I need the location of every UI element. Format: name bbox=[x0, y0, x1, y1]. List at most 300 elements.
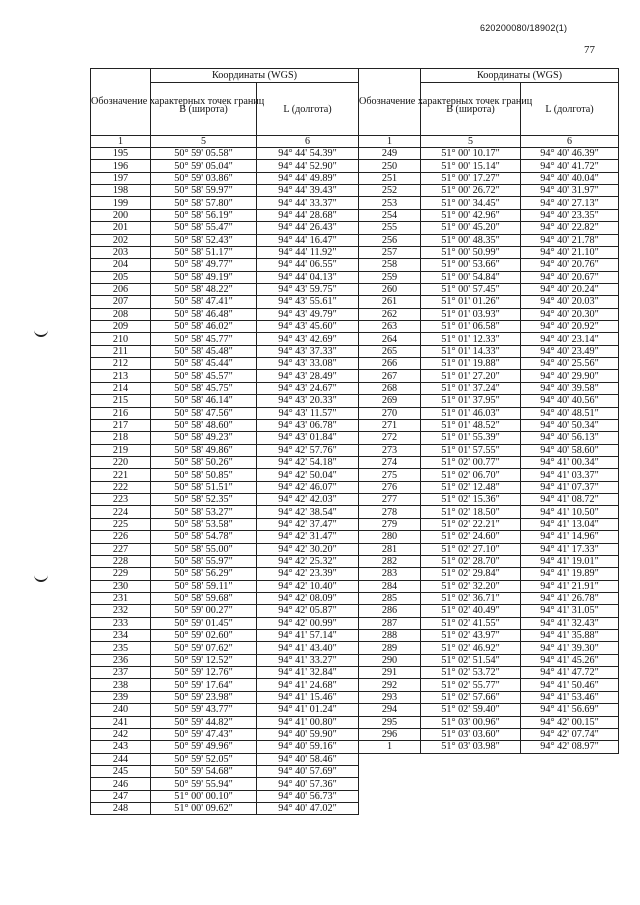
latitude-cell: 50° 58' 59.68" bbox=[151, 592, 257, 604]
longitude-cell: 94° 44' 39.43" bbox=[257, 185, 359, 197]
latitude-cell: 51° 02' 15.36" bbox=[421, 494, 521, 506]
table-row bbox=[359, 419, 619, 431]
point-id-cell: 237 bbox=[91, 667, 151, 679]
longitude-cell: 94° 44' 49.89" bbox=[257, 172, 359, 184]
longitude-cell: 94° 40' 47.02" bbox=[257, 803, 359, 815]
table-row bbox=[91, 728, 359, 740]
point-id-cell: 258 bbox=[359, 259, 421, 271]
latitude-cell: 51° 02' 43.97" bbox=[421, 630, 521, 642]
table-row bbox=[91, 185, 359, 197]
header-longitude: L (долгота) bbox=[257, 83, 359, 136]
point-id-cell: 241 bbox=[91, 716, 151, 728]
table-row bbox=[359, 506, 619, 518]
table-row bbox=[359, 160, 619, 172]
latitude-cell: 50° 59' 05.04" bbox=[151, 160, 257, 172]
longitude-cell: 94° 40' 40.56" bbox=[521, 395, 619, 407]
point-id-cell: 289 bbox=[359, 642, 421, 654]
table-row bbox=[91, 432, 359, 444]
table-row bbox=[91, 246, 359, 258]
table-row bbox=[91, 469, 359, 481]
table-row bbox=[91, 667, 359, 679]
point-id-cell: 224 bbox=[91, 506, 151, 518]
longitude-cell: 94° 44' 11.92" bbox=[257, 246, 359, 258]
latitude-cell: 51° 02' 55.77" bbox=[421, 679, 521, 691]
latitude-cell: 50° 58' 56.19" bbox=[151, 209, 257, 221]
table-row bbox=[359, 679, 619, 691]
point-id-cell: 251 bbox=[359, 172, 421, 184]
latitude-cell: 51° 01' 19.88" bbox=[421, 358, 521, 370]
longitude-cell: 94° 41' 19.89" bbox=[521, 568, 619, 580]
longitude-cell: 94° 41' 56.69" bbox=[521, 704, 619, 716]
latitude-cell: 51° 00' 34.45" bbox=[421, 197, 521, 209]
table-row bbox=[91, 803, 359, 815]
point-id-cell: 222 bbox=[91, 481, 151, 493]
margin-mark bbox=[34, 572, 48, 582]
longitude-cell: 94° 40' 40.04" bbox=[521, 172, 619, 184]
point-id-cell: 228 bbox=[91, 555, 151, 567]
longitude-cell: 94° 42' 00.15" bbox=[521, 716, 619, 728]
header-coordinates: Координаты (WGS) bbox=[151, 69, 359, 83]
longitude-cell: 94° 41' 35.88" bbox=[521, 630, 619, 642]
coordinates-table-right bbox=[358, 68, 619, 754]
table-row bbox=[91, 555, 359, 567]
column-number: 5 bbox=[421, 136, 521, 148]
header-latitude: B (широта) bbox=[151, 83, 257, 136]
longitude-cell: 94° 41' 32.43" bbox=[521, 617, 619, 629]
point-id-cell: 216 bbox=[91, 407, 151, 419]
latitude-cell: 51° 02' 29.84" bbox=[421, 568, 521, 580]
table-row bbox=[91, 345, 359, 357]
table-row bbox=[91, 296, 359, 308]
point-id-cell: 221 bbox=[91, 469, 151, 481]
table-row bbox=[91, 494, 359, 506]
latitude-cell: 50° 58' 48.22" bbox=[151, 283, 257, 295]
latitude-cell: 50° 58' 50.85" bbox=[151, 469, 257, 481]
longitude-cell: 94° 40' 56.73" bbox=[257, 790, 359, 802]
latitude-cell: 50° 58' 45.57" bbox=[151, 370, 257, 382]
table-row bbox=[359, 568, 619, 580]
point-id-cell: 215 bbox=[91, 395, 151, 407]
point-id-cell: 284 bbox=[359, 580, 421, 592]
longitude-cell: 94° 40' 20.03" bbox=[521, 296, 619, 308]
table-row bbox=[359, 333, 619, 345]
latitude-cell: 50° 59' 02.60" bbox=[151, 630, 257, 642]
point-id-cell: 213 bbox=[91, 370, 151, 382]
longitude-cell: 94° 40' 39.58" bbox=[521, 382, 619, 394]
point-id-cell: 277 bbox=[359, 494, 421, 506]
table-row bbox=[91, 407, 359, 419]
longitude-cell: 94° 44' 54.39" bbox=[257, 148, 359, 160]
point-id-cell: 246 bbox=[91, 778, 151, 790]
longitude-cell: 94° 41' 07.37" bbox=[521, 481, 619, 493]
longitude-cell: 94° 41' 19.01" bbox=[521, 555, 619, 567]
table-row bbox=[359, 630, 619, 642]
longitude-cell: 94° 40' 20.24" bbox=[521, 283, 619, 295]
table-row bbox=[359, 321, 619, 333]
latitude-cell: 51° 00' 26.72" bbox=[421, 185, 521, 197]
latitude-cell: 50° 59' 12.52" bbox=[151, 654, 257, 666]
latitude-cell: 50° 58' 45.48" bbox=[151, 345, 257, 357]
table-row bbox=[359, 185, 619, 197]
point-id-cell: 259 bbox=[359, 271, 421, 283]
point-id-cell: 255 bbox=[359, 222, 421, 234]
point-id-cell: 220 bbox=[91, 456, 151, 468]
longitude-cell: 94° 40' 31.97" bbox=[521, 185, 619, 197]
table-row bbox=[91, 444, 359, 456]
point-id-cell: 262 bbox=[359, 308, 421, 320]
point-id-cell: 274 bbox=[359, 456, 421, 468]
latitude-cell: 51° 00' 57.45" bbox=[421, 283, 521, 295]
column-number: 1 bbox=[91, 136, 151, 148]
longitude-cell: 94° 41' 01.24" bbox=[257, 704, 359, 716]
point-id-cell: 296 bbox=[359, 728, 421, 740]
longitude-cell: 94° 41' 26.78" bbox=[521, 592, 619, 604]
table-row bbox=[359, 728, 619, 740]
latitude-cell: 51° 02' 51.54" bbox=[421, 654, 521, 666]
longitude-cell: 94° 43' 20.33" bbox=[257, 395, 359, 407]
table-row bbox=[91, 543, 359, 555]
latitude-cell: 51° 02' 28.70" bbox=[421, 555, 521, 567]
longitude-cell: 94° 40' 21.78" bbox=[521, 234, 619, 246]
point-id-cell: 249 bbox=[359, 148, 421, 160]
table-row bbox=[359, 358, 619, 370]
latitude-cell: 51° 01' 55.39" bbox=[421, 432, 521, 444]
point-id-cell: 202 bbox=[91, 234, 151, 246]
longitude-cell: 94° 44' 28.68" bbox=[257, 209, 359, 221]
latitude-cell: 50° 58' 55.97" bbox=[151, 555, 257, 567]
header-latitude: B (широта) bbox=[421, 83, 521, 136]
longitude-cell: 94° 41' 45.26" bbox=[521, 654, 619, 666]
longitude-cell: 94° 43' 42.69" bbox=[257, 333, 359, 345]
latitude-cell: 50° 59' 03.86" bbox=[151, 172, 257, 184]
point-id-cell: 204 bbox=[91, 259, 151, 271]
table-row bbox=[91, 778, 359, 790]
latitude-cell: 50° 59' 47.43" bbox=[151, 728, 257, 740]
latitude-cell: 51° 00' 48.35" bbox=[421, 234, 521, 246]
table-row bbox=[91, 148, 359, 160]
longitude-cell: 94° 41' 24.68" bbox=[257, 679, 359, 691]
longitude-cell: 94° 40' 27.13" bbox=[521, 197, 619, 209]
latitude-cell: 51° 00' 10.17" bbox=[421, 148, 521, 160]
table-row bbox=[91, 753, 359, 765]
table-row bbox=[359, 469, 619, 481]
longitude-cell: 94° 42' 25.32" bbox=[257, 555, 359, 567]
longitude-cell: 94° 41' 00.34" bbox=[521, 456, 619, 468]
table-row bbox=[91, 580, 359, 592]
latitude-cell: 51° 00' 53.66" bbox=[421, 259, 521, 271]
table-row bbox=[91, 518, 359, 530]
longitude-cell: 94° 42' 23.39" bbox=[257, 568, 359, 580]
point-id-cell: 206 bbox=[91, 283, 151, 295]
point-id-cell: 232 bbox=[91, 605, 151, 617]
longitude-cell: 94° 40' 46.39" bbox=[521, 148, 619, 160]
latitude-cell: 50° 58' 52.35" bbox=[151, 494, 257, 506]
latitude-cell: 51° 01' 14.33" bbox=[421, 345, 521, 357]
table-row bbox=[91, 160, 359, 172]
latitude-cell: 50° 59' 05.58" bbox=[151, 148, 257, 160]
point-id-cell: 275 bbox=[359, 469, 421, 481]
longitude-cell: 94° 40' 58.46" bbox=[257, 753, 359, 765]
table-row bbox=[91, 456, 359, 468]
table-row bbox=[91, 308, 359, 320]
header-longitude: L (долгота) bbox=[521, 83, 619, 136]
latitude-cell: 51° 01' 48.52" bbox=[421, 419, 521, 431]
point-id-cell: 217 bbox=[91, 419, 151, 431]
header-point: Обозначение характерных точек границ bbox=[359, 69, 421, 136]
table-row bbox=[359, 654, 619, 666]
latitude-cell: 50° 58' 46.14" bbox=[151, 395, 257, 407]
point-id-cell: 286 bbox=[359, 605, 421, 617]
point-id-cell: 294 bbox=[359, 704, 421, 716]
table-row bbox=[359, 741, 619, 753]
table-row bbox=[359, 197, 619, 209]
longitude-cell: 94° 41' 31.05" bbox=[521, 605, 619, 617]
latitude-cell: 51° 01' 12.33" bbox=[421, 333, 521, 345]
table-row bbox=[359, 308, 619, 320]
longitude-cell: 94° 42' 08.97" bbox=[521, 741, 619, 753]
point-id-cell: 256 bbox=[359, 234, 421, 246]
point-id-cell: 235 bbox=[91, 642, 151, 654]
table-row bbox=[359, 518, 619, 530]
point-id-cell: 218 bbox=[91, 432, 151, 444]
point-id-cell: 261 bbox=[359, 296, 421, 308]
point-id-cell: 208 bbox=[91, 308, 151, 320]
table-row bbox=[359, 209, 619, 221]
longitude-cell: 94° 44' 52.90" bbox=[257, 160, 359, 172]
latitude-cell: 51° 00' 45.20" bbox=[421, 222, 521, 234]
longitude-cell: 94° 42' 10.40" bbox=[257, 580, 359, 592]
longitude-cell: 94° 43' 11.57" bbox=[257, 407, 359, 419]
longitude-cell: 94° 44' 26.43" bbox=[257, 222, 359, 234]
point-id-cell: 223 bbox=[91, 494, 151, 506]
table-row bbox=[359, 234, 619, 246]
longitude-cell: 94° 43' 28.49" bbox=[257, 370, 359, 382]
table-row bbox=[359, 271, 619, 283]
table-row bbox=[359, 148, 619, 160]
latitude-cell: 50° 58' 59.11" bbox=[151, 580, 257, 592]
point-id-cell: 290 bbox=[359, 654, 421, 666]
longitude-cell: 94° 43' 37.33" bbox=[257, 345, 359, 357]
latitude-cell: 51° 00' 42.96" bbox=[421, 209, 521, 221]
longitude-cell: 94° 42' 31.47" bbox=[257, 531, 359, 543]
longitude-cell: 94° 40' 20.92" bbox=[521, 321, 619, 333]
point-id-cell: 226 bbox=[91, 531, 151, 543]
page-number: 77 bbox=[584, 44, 595, 56]
latitude-cell: 51° 02' 18.50" bbox=[421, 506, 521, 518]
point-id-cell: 267 bbox=[359, 370, 421, 382]
longitude-cell: 94° 44' 16.47" bbox=[257, 234, 359, 246]
latitude-cell: 51° 01' 37.95" bbox=[421, 395, 521, 407]
table-row bbox=[91, 283, 359, 295]
latitude-cell: 51° 02' 27.10" bbox=[421, 543, 521, 555]
point-id-cell: 253 bbox=[359, 197, 421, 209]
longitude-cell: 94° 40' 57.69" bbox=[257, 765, 359, 777]
table-row bbox=[359, 172, 619, 184]
longitude-cell: 94° 43' 59.75" bbox=[257, 283, 359, 295]
longitude-cell: 94° 40' 22.82" bbox=[521, 222, 619, 234]
point-id-cell: 257 bbox=[359, 246, 421, 258]
table-row bbox=[91, 605, 359, 617]
point-id-cell: 245 bbox=[91, 765, 151, 777]
point-id-cell: 209 bbox=[91, 321, 151, 333]
point-id-cell: 207 bbox=[91, 296, 151, 308]
longitude-cell: 94° 40' 57.36" bbox=[257, 778, 359, 790]
point-id-cell: 234 bbox=[91, 630, 151, 642]
point-id-cell: 283 bbox=[359, 568, 421, 580]
longitude-cell: 94° 41' 39.30" bbox=[521, 642, 619, 654]
point-id-cell: 227 bbox=[91, 543, 151, 555]
latitude-cell: 50° 58' 53.58" bbox=[151, 518, 257, 530]
point-id-cell: 276 bbox=[359, 481, 421, 493]
latitude-cell: 50° 59' 49.96" bbox=[151, 741, 257, 753]
longitude-cell: 94° 44' 04.13" bbox=[257, 271, 359, 283]
latitude-cell: 50° 58' 49.19" bbox=[151, 271, 257, 283]
latitude-cell: 51° 01' 57.55" bbox=[421, 444, 521, 456]
longitude-cell: 94° 42' 57.76" bbox=[257, 444, 359, 456]
point-id-cell: 254 bbox=[359, 209, 421, 221]
latitude-cell: 51° 03' 00.96" bbox=[421, 716, 521, 728]
latitude-cell: 50° 58' 51.17" bbox=[151, 246, 257, 258]
table-body bbox=[91, 148, 359, 815]
table-row bbox=[91, 358, 359, 370]
point-id-cell: 200 bbox=[91, 209, 151, 221]
point-id-cell: 264 bbox=[359, 333, 421, 345]
table-row bbox=[91, 617, 359, 629]
latitude-cell: 50° 59' 44.82" bbox=[151, 716, 257, 728]
table-row bbox=[91, 741, 359, 753]
table-row bbox=[359, 592, 619, 604]
latitude-cell: 50° 58' 49.86" bbox=[151, 444, 257, 456]
table-row bbox=[91, 679, 359, 691]
point-id-cell: 295 bbox=[359, 716, 421, 728]
latitude-cell: 51° 00' 17.27" bbox=[421, 172, 521, 184]
latitude-cell: 51° 02' 36.71" bbox=[421, 592, 521, 604]
point-id-cell: 285 bbox=[359, 592, 421, 604]
point-id-cell: 1 bbox=[359, 741, 421, 753]
table-row bbox=[91, 271, 359, 283]
latitude-cell: 50° 58' 45.75" bbox=[151, 382, 257, 394]
point-id-cell: 244 bbox=[91, 753, 151, 765]
table-row bbox=[359, 395, 619, 407]
latitude-cell: 51° 01' 27.20" bbox=[421, 370, 521, 382]
longitude-cell: 94° 44' 33.37" bbox=[257, 197, 359, 209]
latitude-cell: 50° 58' 46.02" bbox=[151, 321, 257, 333]
latitude-cell: 51° 00' 50.99" bbox=[421, 246, 521, 258]
table-row bbox=[359, 296, 619, 308]
point-id-cell: 247 bbox=[91, 790, 151, 802]
point-id-cell: 292 bbox=[359, 679, 421, 691]
latitude-cell: 51° 03' 03.60" bbox=[421, 728, 521, 740]
point-id-cell: 293 bbox=[359, 691, 421, 703]
longitude-cell: 94° 41' 15.46" bbox=[257, 691, 359, 703]
longitude-cell: 94° 43' 55.61" bbox=[257, 296, 359, 308]
longitude-cell: 94° 42' 08.09" bbox=[257, 592, 359, 604]
point-id-cell: 288 bbox=[359, 630, 421, 642]
longitude-cell: 94° 42' 05.87" bbox=[257, 605, 359, 617]
latitude-cell: 50° 58' 47.56" bbox=[151, 407, 257, 419]
latitude-cell: 51° 02' 57.66" bbox=[421, 691, 521, 703]
latitude-cell: 51° 02' 24.60" bbox=[421, 531, 521, 543]
latitude-cell: 50° 59' 17.64" bbox=[151, 679, 257, 691]
point-id-cell: 240 bbox=[91, 704, 151, 716]
table-row bbox=[91, 382, 359, 394]
table-row bbox=[359, 481, 619, 493]
longitude-cell: 94° 41' 13.04" bbox=[521, 518, 619, 530]
table-row bbox=[359, 259, 619, 271]
table-row bbox=[91, 765, 359, 777]
longitude-cell: 94° 41' 17.33" bbox=[521, 543, 619, 555]
table-row bbox=[359, 531, 619, 543]
latitude-cell: 50° 58' 56.29" bbox=[151, 568, 257, 580]
header-point: Обозначение характерных точек границ bbox=[91, 69, 151, 136]
latitude-cell: 50° 58' 46.48" bbox=[151, 308, 257, 320]
longitude-cell: 94° 44' 06.55" bbox=[257, 259, 359, 271]
point-id-cell: 201 bbox=[91, 222, 151, 234]
latitude-cell: 50° 58' 48.60" bbox=[151, 419, 257, 431]
table-row bbox=[91, 321, 359, 333]
point-id-cell: 243 bbox=[91, 741, 151, 753]
coordinates-table-left bbox=[90, 68, 359, 815]
latitude-cell: 50° 59' 00.27" bbox=[151, 605, 257, 617]
point-id-cell: 233 bbox=[91, 617, 151, 629]
point-id-cell: 279 bbox=[359, 518, 421, 530]
latitude-cell: 50° 58' 54.78" bbox=[151, 531, 257, 543]
latitude-cell: 50° 59' 55.94" bbox=[151, 778, 257, 790]
latitude-cell: 51° 00' 54.84" bbox=[421, 271, 521, 283]
point-id-cell: 269 bbox=[359, 395, 421, 407]
longitude-cell: 94° 40' 58.60" bbox=[521, 444, 619, 456]
longitude-cell: 94° 41' 53.46" bbox=[521, 691, 619, 703]
point-id-cell: 211 bbox=[91, 345, 151, 357]
table-row bbox=[91, 568, 359, 580]
longitude-cell: 94° 42' 37.47" bbox=[257, 518, 359, 530]
column-number: 5 bbox=[151, 136, 257, 148]
latitude-cell: 50° 58' 55.47" bbox=[151, 222, 257, 234]
point-id-cell: 225 bbox=[91, 518, 151, 530]
table-row bbox=[359, 382, 619, 394]
latitude-cell: 51° 02' 32.20" bbox=[421, 580, 521, 592]
point-id-cell: 210 bbox=[91, 333, 151, 345]
point-id-cell: 250 bbox=[359, 160, 421, 172]
latitude-cell: 51° 01' 37.24" bbox=[421, 382, 521, 394]
point-id-cell: 219 bbox=[91, 444, 151, 456]
point-id-cell: 291 bbox=[359, 667, 421, 679]
latitude-cell: 50° 58' 57.80" bbox=[151, 197, 257, 209]
point-id-cell: 205 bbox=[91, 271, 151, 283]
header-coordinates: Координаты (WGS) bbox=[421, 69, 619, 83]
latitude-cell: 51° 01' 03.93" bbox=[421, 308, 521, 320]
document-id: 620200080/18902(1) bbox=[480, 23, 568, 33]
longitude-cell: 94° 40' 25.56" bbox=[521, 358, 619, 370]
longitude-cell: 94° 40' 48.51" bbox=[521, 407, 619, 419]
point-id-cell: 248 bbox=[91, 803, 151, 815]
table-row bbox=[359, 642, 619, 654]
point-id-cell: 280 bbox=[359, 531, 421, 543]
longitude-cell: 94° 43' 01.84" bbox=[257, 432, 359, 444]
latitude-cell: 51° 00' 09.62" bbox=[151, 803, 257, 815]
latitude-cell: 50° 59' 01.45" bbox=[151, 617, 257, 629]
latitude-cell: 51° 02' 00.77" bbox=[421, 456, 521, 468]
point-id-cell: 281 bbox=[359, 543, 421, 555]
latitude-cell: 51° 02' 12.48" bbox=[421, 481, 521, 493]
longitude-cell: 94° 42' 42.03" bbox=[257, 494, 359, 506]
point-id-cell: 252 bbox=[359, 185, 421, 197]
longitude-cell: 94° 42' 07.74" bbox=[521, 728, 619, 740]
longitude-cell: 94° 40' 23.14" bbox=[521, 333, 619, 345]
longitude-cell: 94° 41' 43.40" bbox=[257, 642, 359, 654]
table-row bbox=[91, 370, 359, 382]
table-row bbox=[359, 444, 619, 456]
